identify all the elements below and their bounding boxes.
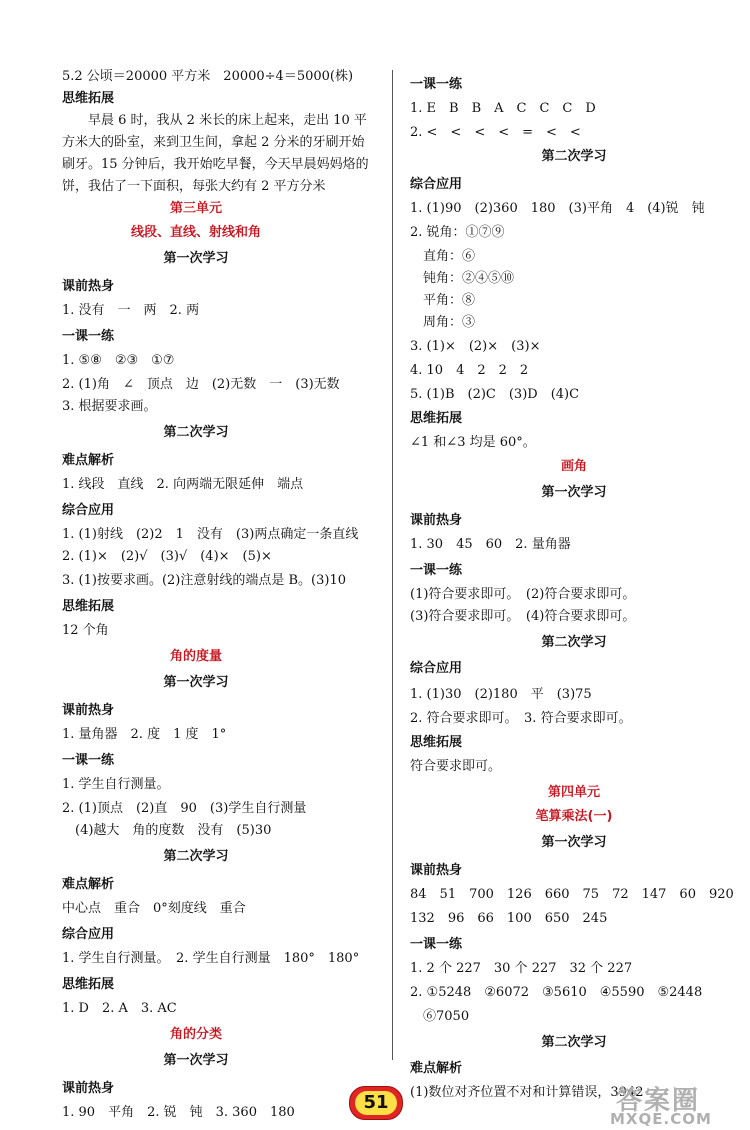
answer-line: 1. 没有 一 两 2. 两: [62, 303, 200, 318]
section-heading: 思维拓展: [62, 599, 115, 614]
section-heading: 一课一练: [410, 937, 463, 952]
answer-line: ∠1 和∠3 均是 60°。: [410, 435, 536, 450]
watermark-text-top: 答案圈: [616, 1086, 701, 1116]
section-heading: 课前热身: [62, 703, 115, 718]
answer-line: 1. (1)90 (2)360 180 (3)平角 4 (4)锐 钝: [410, 201, 705, 216]
lesson-heading: 第二次学习: [541, 1035, 607, 1050]
section-heading: 一课一练: [62, 753, 115, 768]
answer-line: 饼，我估了一下面积，每张大约有 2 平方分米: [62, 179, 326, 194]
section-heading: 综合应用: [410, 177, 463, 192]
answer-line: 2. 符合要求即可。 3. 符合要求即可。: [410, 711, 632, 726]
answer-line: 平角：⑧: [410, 293, 476, 308]
answer-line: 1. 量角器 2. 度 1 度 1°: [62, 727, 227, 742]
answer-line: 4. 10 4 2 2 2: [410, 363, 529, 378]
section-heading: 综合应用: [410, 661, 463, 676]
lesson-heading: 第一次学习: [163, 1053, 229, 1068]
section-heading: 思维拓展: [62, 977, 115, 992]
answer-line: 钝角：②④⑤⑩: [410, 271, 515, 286]
page-number-badge: [349, 1086, 403, 1120]
answer-line: 1. ⑤⑧ ②③ ①⑦: [62, 353, 175, 368]
section-heading: 一课一练: [410, 563, 463, 578]
unit-title: 第三单元: [169, 201, 222, 216]
answer-line: 1. (1)射线 (2)2 1 没有 (3)两点确定一条直线: [62, 527, 359, 542]
section-heading: 思维拓展: [410, 735, 463, 750]
answer-line: 方米大的卧室，来到卫生间，拿起 2 分米的牙刷开始: [62, 135, 365, 150]
answer-line: (1)符合要求即可。 (2)符合要求即可。: [410, 587, 636, 602]
unit-title: 角的度量: [169, 649, 222, 664]
answer-line: 84 51 700 126 660 75 72 147 60 920: [410, 887, 734, 902]
lesson-heading: 第二次学习: [541, 149, 607, 164]
answer-line: 早晨 6 时，我从 2 米长的床上起来，走出 10 平: [62, 113, 367, 128]
answer-line: (3)符合要求即可。 (4)符合要求即可。: [410, 609, 636, 624]
answer-line: 132 96 66 100 650 245: [410, 911, 608, 926]
answer-line: 2. (1)角 ∠ 顶点 边 (2)无数 一 (3)无数: [62, 377, 340, 392]
section-heading: 难点解析: [62, 877, 115, 892]
answer-line: 刷牙。15 分钟后，我开始吃早餐，今天早晨妈妈烙的: [62, 157, 369, 172]
answer-line: 3. (1)× (2)× (3)×: [410, 339, 541, 354]
answer-line: 1. E B B A C C C D: [410, 101, 596, 116]
lesson-heading: 第二次学习: [163, 425, 229, 440]
answer-line: 1. 90 平角 2. 锐 钝 3. 360 180: [62, 1105, 295, 1120]
answer-line: 1. 学生自行测量。: [62, 777, 170, 792]
answer-line: 2. (1)顶点 (2)直 90 (3)学生自行测量: [62, 801, 307, 816]
answer-line: 1. D 2. A 3. AC: [62, 1001, 177, 1016]
answer-line: 2. ①5248 ②6072 ③5610 ④5590 ⑤2448: [410, 985, 703, 1000]
section-heading: 综合应用: [62, 927, 115, 942]
section-heading: 课前热身: [410, 513, 463, 528]
lesson-heading: 第一次学习: [541, 485, 607, 500]
answer-line: 中心点 重合 0°刻度线 重合: [62, 901, 246, 916]
watermark-logo: [610, 1080, 745, 1128]
lesson-heading: 第一次学习: [163, 251, 229, 266]
column-divider: [392, 70, 393, 1060]
section-heading: 思维拓展: [62, 91, 115, 106]
answer-line: 2. (1)× (2)√ (3)√ (4)× (5)×: [62, 549, 272, 564]
section-heading: 思维拓展: [410, 411, 463, 426]
answer-line: 3. (1)按要求画。(2)注意射线的端点是 B。(3)10: [62, 573, 347, 588]
unit-title: 角的分类: [169, 1027, 222, 1042]
watermark-text-bottom: MXQE.COM: [610, 1110, 712, 1128]
answer-line: (4)越大 角的度数 没有 (5)30: [62, 823, 272, 838]
section-heading: 课前热身: [410, 863, 463, 878]
section-heading: 难点解析: [410, 1061, 463, 1076]
section-heading: 课前热身: [62, 279, 115, 294]
answer-line: 周角：③: [410, 315, 476, 330]
answer-line: 12 个角: [62, 623, 109, 638]
answer-line: 符合要求即可。: [410, 759, 502, 774]
page-number: 51: [355, 1091, 397, 1115]
answer-line: 1. 线段 直线 2. 向两端无限延伸 端点: [62, 477, 304, 492]
answer-line: 2. < < < < = < <: [410, 125, 581, 140]
section-heading: 课前热身: [62, 1081, 115, 1096]
answer-line: (1)数位对齐位置不对和计算错误，3942: [410, 1085, 644, 1100]
answer-line: 2. 锐角：①⑦⑨: [410, 225, 505, 240]
answer-line: 1. 学生自行测量。 2. 学生自行测量 180° 180°: [62, 951, 360, 966]
answer-line: 5.2 公顷＝20000 平方米 20000÷4＝5000(株): [62, 69, 354, 84]
lesson-heading: 第一次学习: [541, 835, 607, 850]
answer-line: ⑥7050: [410, 1009, 470, 1024]
lesson-heading: 第二次学习: [541, 635, 607, 650]
answer-line: 1. 30 45 60 2. 量角器: [410, 537, 571, 552]
lesson-heading: 第二次学习: [163, 849, 229, 864]
unit-title: 笔算乘法(一): [535, 809, 613, 824]
answer-line: 5. (1)B (2)C (3)D (4)C: [410, 387, 580, 402]
answer-line: 3. 根据要求画。: [62, 399, 157, 414]
unit-title: 线段、直线、射线和角: [130, 225, 261, 240]
lesson-heading: 第一次学习: [163, 675, 229, 690]
section-heading: 一课一练: [410, 77, 463, 92]
answer-line: 1. (1)30 (2)180 平 (3)75: [410, 687, 592, 702]
answer-line: 1. 2 个 227 30 个 227 32 个 227: [410, 961, 633, 976]
section-heading: 综合应用: [62, 503, 115, 518]
section-heading: 难点解析: [62, 453, 115, 468]
unit-title: 第四单元: [547, 785, 600, 800]
section-heading: 一课一练: [62, 329, 115, 344]
answer-line: 直角：⑥: [410, 249, 476, 264]
unit-title: 画角: [560, 459, 587, 474]
